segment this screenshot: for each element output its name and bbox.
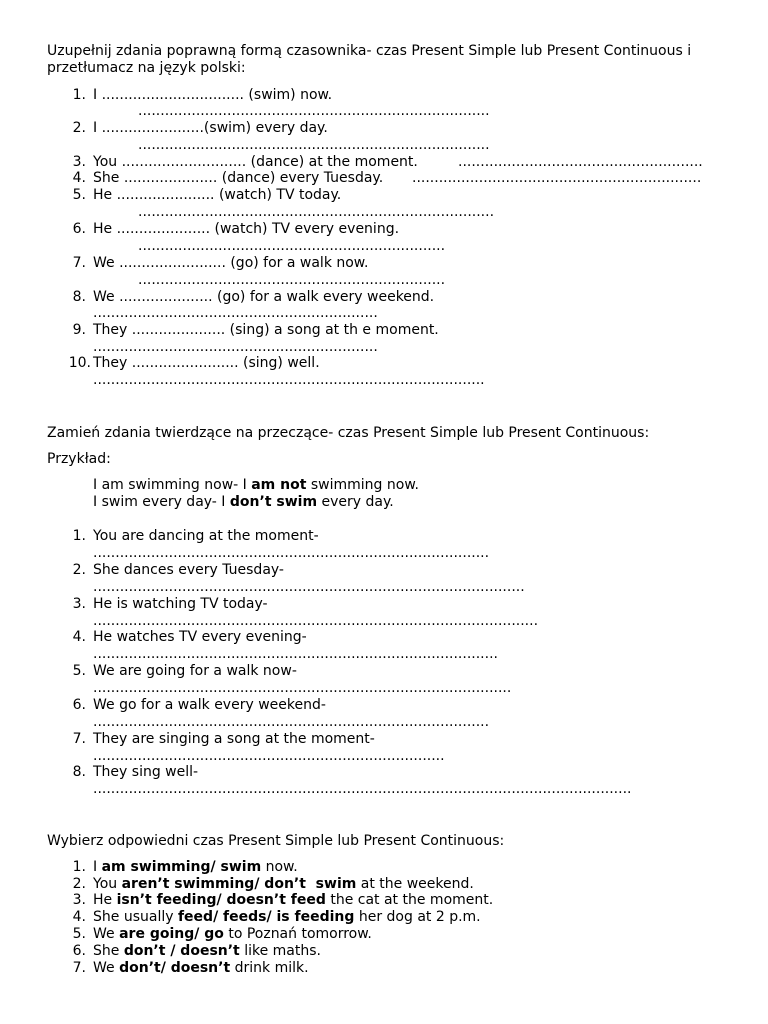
item-number: 1. [72,87,86,103]
item-number: 6. [72,221,86,237]
item-number: 5. [72,926,86,942]
item-number: 2. [72,876,86,892]
answer-line: ................................................................................................. [93,579,525,595]
answer-line: ....................................................... [458,154,703,170]
answer-line: ......................................................................................................................... [93,781,632,797]
answer-line: ............................................................................... [138,103,490,119]
item-number: 8. [72,764,86,780]
answer-line: ......................................................................................... [93,545,490,561]
item-number: 6. [72,943,86,959]
item-number: 10. [68,355,91,371]
item-number: 4. [72,629,86,645]
answer-line: ................................................................................ [138,204,495,220]
choice-sentence: You aren’t swimming/ don’t swim at the weekend. [93,876,474,892]
exercise-sentence: You are dancing at the moment- [93,528,319,544]
item-number: 7. [72,960,86,976]
section2-instruction: Zamień zdania twierdzące na przeczące- czas Present Simple lub Present Continuous: [47,425,650,441]
example-sentence-1: I am swimming now- I am not swimming now. [93,477,419,493]
answer-line: ............................................................................... [138,137,490,153]
answer-line: ..................................................................... [138,272,446,288]
choice-sentence: She don’t / doesn’t like maths. [93,943,321,959]
item-number: 4. [72,909,86,925]
item-number: 8. [72,289,86,305]
section1-instruction-line2: przetłumacz na język polski: [47,60,246,76]
exercise-sentence: We are going for a walk now- [93,663,297,679]
choice-sentence: He isn’t feeding/ doesn’t feed the cat at the moment. [93,892,494,908]
choice-sentence: We are going/ go to Poznań tomorrow. [93,926,372,942]
exercise-sentence: He ...................... (watch) TV today. [93,187,342,203]
item-number: 5. [72,187,86,203]
exercise-sentence: We go for a walk every weekend- [93,697,326,713]
exercise-sentence: You ............................ (dance) at the moment. [93,154,418,170]
exercise-sentence: He ..................... (watch) TV every evening. [93,221,400,237]
answer-line: ......................................................................................... [93,714,490,730]
item-number: 6. [72,697,86,713]
exercise-sentence: We ..................... (go) for a walk every weekend. [93,289,435,305]
answer-line: ................................................................ [93,305,378,321]
item-number: 3. [72,154,86,170]
item-number: 3. [72,892,86,908]
choice-sentence: I am swimming/ swim now. [93,859,298,875]
item-number: 3. [72,596,86,612]
item-number: 1. [72,528,86,544]
exercise-sentence: I ................................ (swim) now. [93,87,333,103]
choice-sentence: She usually feed/ feeds/ is feeding her dog at 2 p.m. [93,909,481,925]
exercise-sentence: I .......................(swim) every day. [93,120,328,136]
exercise-sentence: He is watching TV today- [93,596,268,612]
exercise-sentence: They ........................ (sing) well. [93,355,320,371]
item-number: 1. [72,859,86,875]
example-sentence-2: I swim every day- I don’t swim every day. [93,494,394,510]
item-number: 4. [72,170,86,186]
exercise-sentence: They are singing a song at the moment- [93,731,375,747]
item-number: 7. [72,255,86,271]
exercise-sentence: We ........................ (go) for a walk now. [93,255,369,271]
item-number: 7. [72,731,86,747]
section3-instruction: Wybierz odpowiedni czas Present Simple lub Present Continuous: [47,833,505,849]
answer-line: ..................................................................... [138,238,446,254]
choice-sentence: We don’t/ doesn’t drink milk. [93,960,309,976]
item-number: 2. [72,562,86,578]
section1-instruction-line1: Uzupełnij zdania poprawną formą czasownika- czas Present Simple lub Present Continuous i [47,43,692,59]
exercise-sentence: She dances every Tuesday- [93,562,284,578]
item-number: 2. [72,120,86,136]
exercise-sentence: He watches TV every evening- [93,629,307,645]
exercise-sentence: She ..................... (dance) every Tuesday. [93,170,384,186]
exercise-sentence: They sing well- [93,764,199,780]
answer-line: ........................................................................................... [93,646,498,662]
item-number: 5. [72,663,86,679]
answer-line: ........................................................................................ [93,372,485,388]
exercise-sentence: They ..................... (sing) a song at th e moment. [93,322,439,338]
item-number: 9. [72,322,86,338]
answer-line: ................................................................. [412,170,702,186]
answer-line: .................................................................................................... [93,613,539,629]
answer-line: ................................................................ [93,339,378,355]
example-label: Przykład: [47,451,111,467]
answer-line: .............................................................................................. [93,680,512,696]
answer-line: ............................................................................... [93,748,445,764]
